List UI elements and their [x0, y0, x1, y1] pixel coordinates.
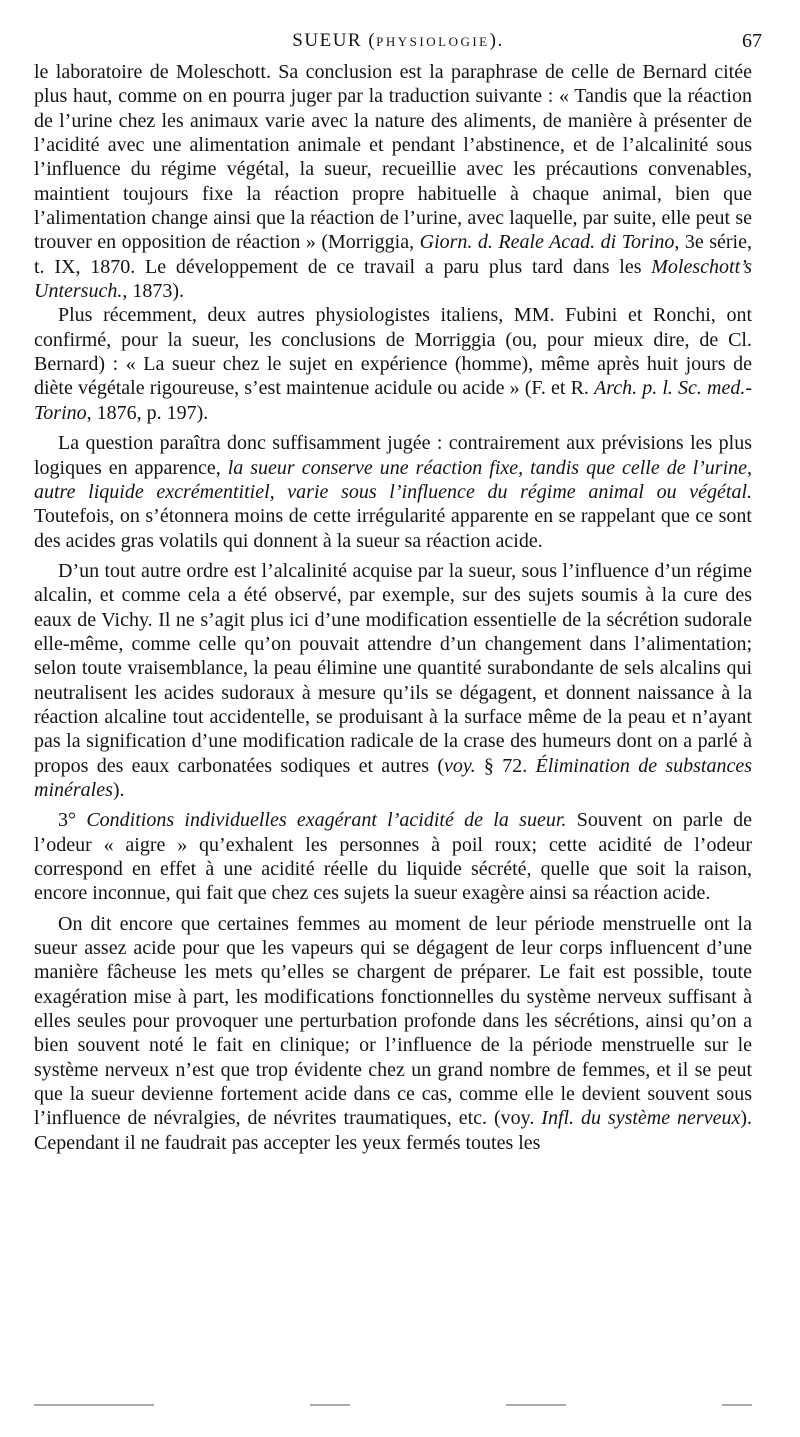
text-run: Plus récemment, deux autres physiologistes italiens, MM. Fubini et Ronchi, ont confirmé, pour la sueur, les conclusions de Morriggia (ou, pour mieux dire, de Cl. Bernard) : « La sueur chez le sujet en expérience (homme), même après huit jours de diète végétale rigoureuse, s’est maintenue acidule ou acide » (F. et R. [34, 304, 752, 400]
text-run: Souvent on parle de l’odeur « aigre » qu’exhalent les personnes à poil roux; cette acidité de l’odeur correspond en effet à une acidité réelle du liquide sécrété, quelle que soit la raison, encore inconnue, qui fait que chez ces sujets la sueur exagère ainsi sa réaction acide. [34, 809, 753, 905]
body-text [34, 60, 752, 1155]
text-run: le laboratoire de Moleschott. Sa conclusion est la paraphrase de celle de Bernard citée plus haut, comme on en pourra juger par la traduction suivante : « Tandis que la réaction de l’urine chez les animaux varie avec la nature des aliments, de manière à présenter de l’acidité avec une alimentation animale et pendant l’abstinence, et de l’alcalinité sous l’influence du régime végétal, la sueur, recueillie avec les précautions convenables, maintient toujours fixe la réaction propre habituelle à chaque animal, bien que l’alimentation change ainsi que la réaction de l’urine, avec laquelle, par suite, elle peut se trouver en opposition de réaction » (Morriggia, [34, 61, 752, 254]
text-run: La question paraîtra donc suffisamment jugée : contrairement aux prévisions les plus logiques en apparence, [34, 432, 752, 479]
paragraph-6 [34, 912, 752, 1155]
citation-journal: Giorn. d. Reale Acad. di Torino [419, 231, 675, 254]
paragraph-2 [34, 303, 752, 425]
emphasis-conclusion: la sueur conserve une réaction fixe, tandis que celle de l’urine, autre liquide excrémentitiel, varie sous l’influence du régime animal ou végétal. [34, 456, 752, 503]
text-run: On dit encore que certaines femmes au moment de leur période menstruelle ont la sueur assez acide pour que les vapeurs qui se dégagent de leur corps influencent d’une manière fâcheuse les mets qu’elles se chargent de préparer. Le fait est possible, toute exagération mise à part, les modifications fonctionnelles du système nerveux suffisant à elles seules pour provoquer une perturbation profonde dans les sécrétions, ainsi qu’on a bien souvent noté le fait en clinique; or l’influence de la période menstruelle sur le système nerveux n’est que trop évidente chez un grand nombre de femmes, et il se peut que la sueur devienne fortement acide dans ce cas, comme elle le devient souvent sous l’influence de névralgies, de névrites traumatiques, etc. (voy. [34, 912, 752, 1130]
running-title-section: PHYSIOLOGIE [376, 34, 490, 49]
citation-moleschott: Moleschott’s Untersuch. [34, 255, 752, 303]
page-number: 67 [742, 30, 762, 52]
section-heading: Conditions individuelles exagérant l’acidité de la sueur. [86, 809, 567, 832]
cross-ref-nerveux: Infl. du système nerveux [541, 1107, 741, 1130]
paragraph-5 [34, 808, 752, 905]
paragraph-3 [34, 431, 752, 553]
text-run: Toutefois, on s’étonnera moins de cette irrégularité apparente en se rappelant que ce sont des acides gras volatils qui donnent à la sueur sa réaction acide. [34, 505, 752, 552]
text-run: 3° [58, 809, 87, 832]
cross-ref-voy: voy. [444, 754, 476, 777]
text-run: ). Cependant il ne faudrait pas accepter les yeux fermés toutes les [34, 1107, 752, 1154]
text-run: , 3e série, t. IX, 1870. Le développement de ce travail a paru plus tard dans les [34, 231, 752, 278]
running-head [34, 30, 762, 56]
text-run: § 72. [475, 754, 536, 777]
paragraph-1 [34, 60, 752, 303]
cross-ref-title: Élimination de substances minérales [34, 754, 753, 801]
citation-archivio: Arch. p. l. Sc. med.-Torino [34, 377, 752, 424]
text-run: D’un tout autre ordre est l’alcalinité acquise par la sueur, sous l’influence d’un régime alcalin, et comme cela a été observé, par exemple, sur des sujets soumis à la cure des eaux de Vichy. Il ne s’agit plus ici d’une modification essentielle de la sécrétion sudorale elle-même, comme celle qu’on pouvait attendre d’un changement dans l’alimentation; selon toute vraisemblance, la peau élimine une quantité surabondante de sels alcalins qui neutralisent les acides sudoraux à mesure qu’ils se dégagent, et donnent naissance à la réaction alcaline tout accidentelle, se produisant à la surface même de la peau et n’ayant pas la signification d’une modification radicale de la crase des humeurs dont on a parlé à propos des eaux carbonatées sodiques et autres ( [34, 559, 752, 777]
paragraph-4 [34, 559, 752, 802]
text-run: , 1876, p. 197). [86, 401, 209, 424]
running-title: SUEUR (PHYSIOLOGIE). [292, 30, 504, 51]
scan-artifact-marks [34, 1404, 752, 1407]
running-title-main: SUEUR [292, 30, 363, 51]
text-run: , 1873). [122, 280, 184, 303]
text-run: ). [112, 778, 125, 801]
